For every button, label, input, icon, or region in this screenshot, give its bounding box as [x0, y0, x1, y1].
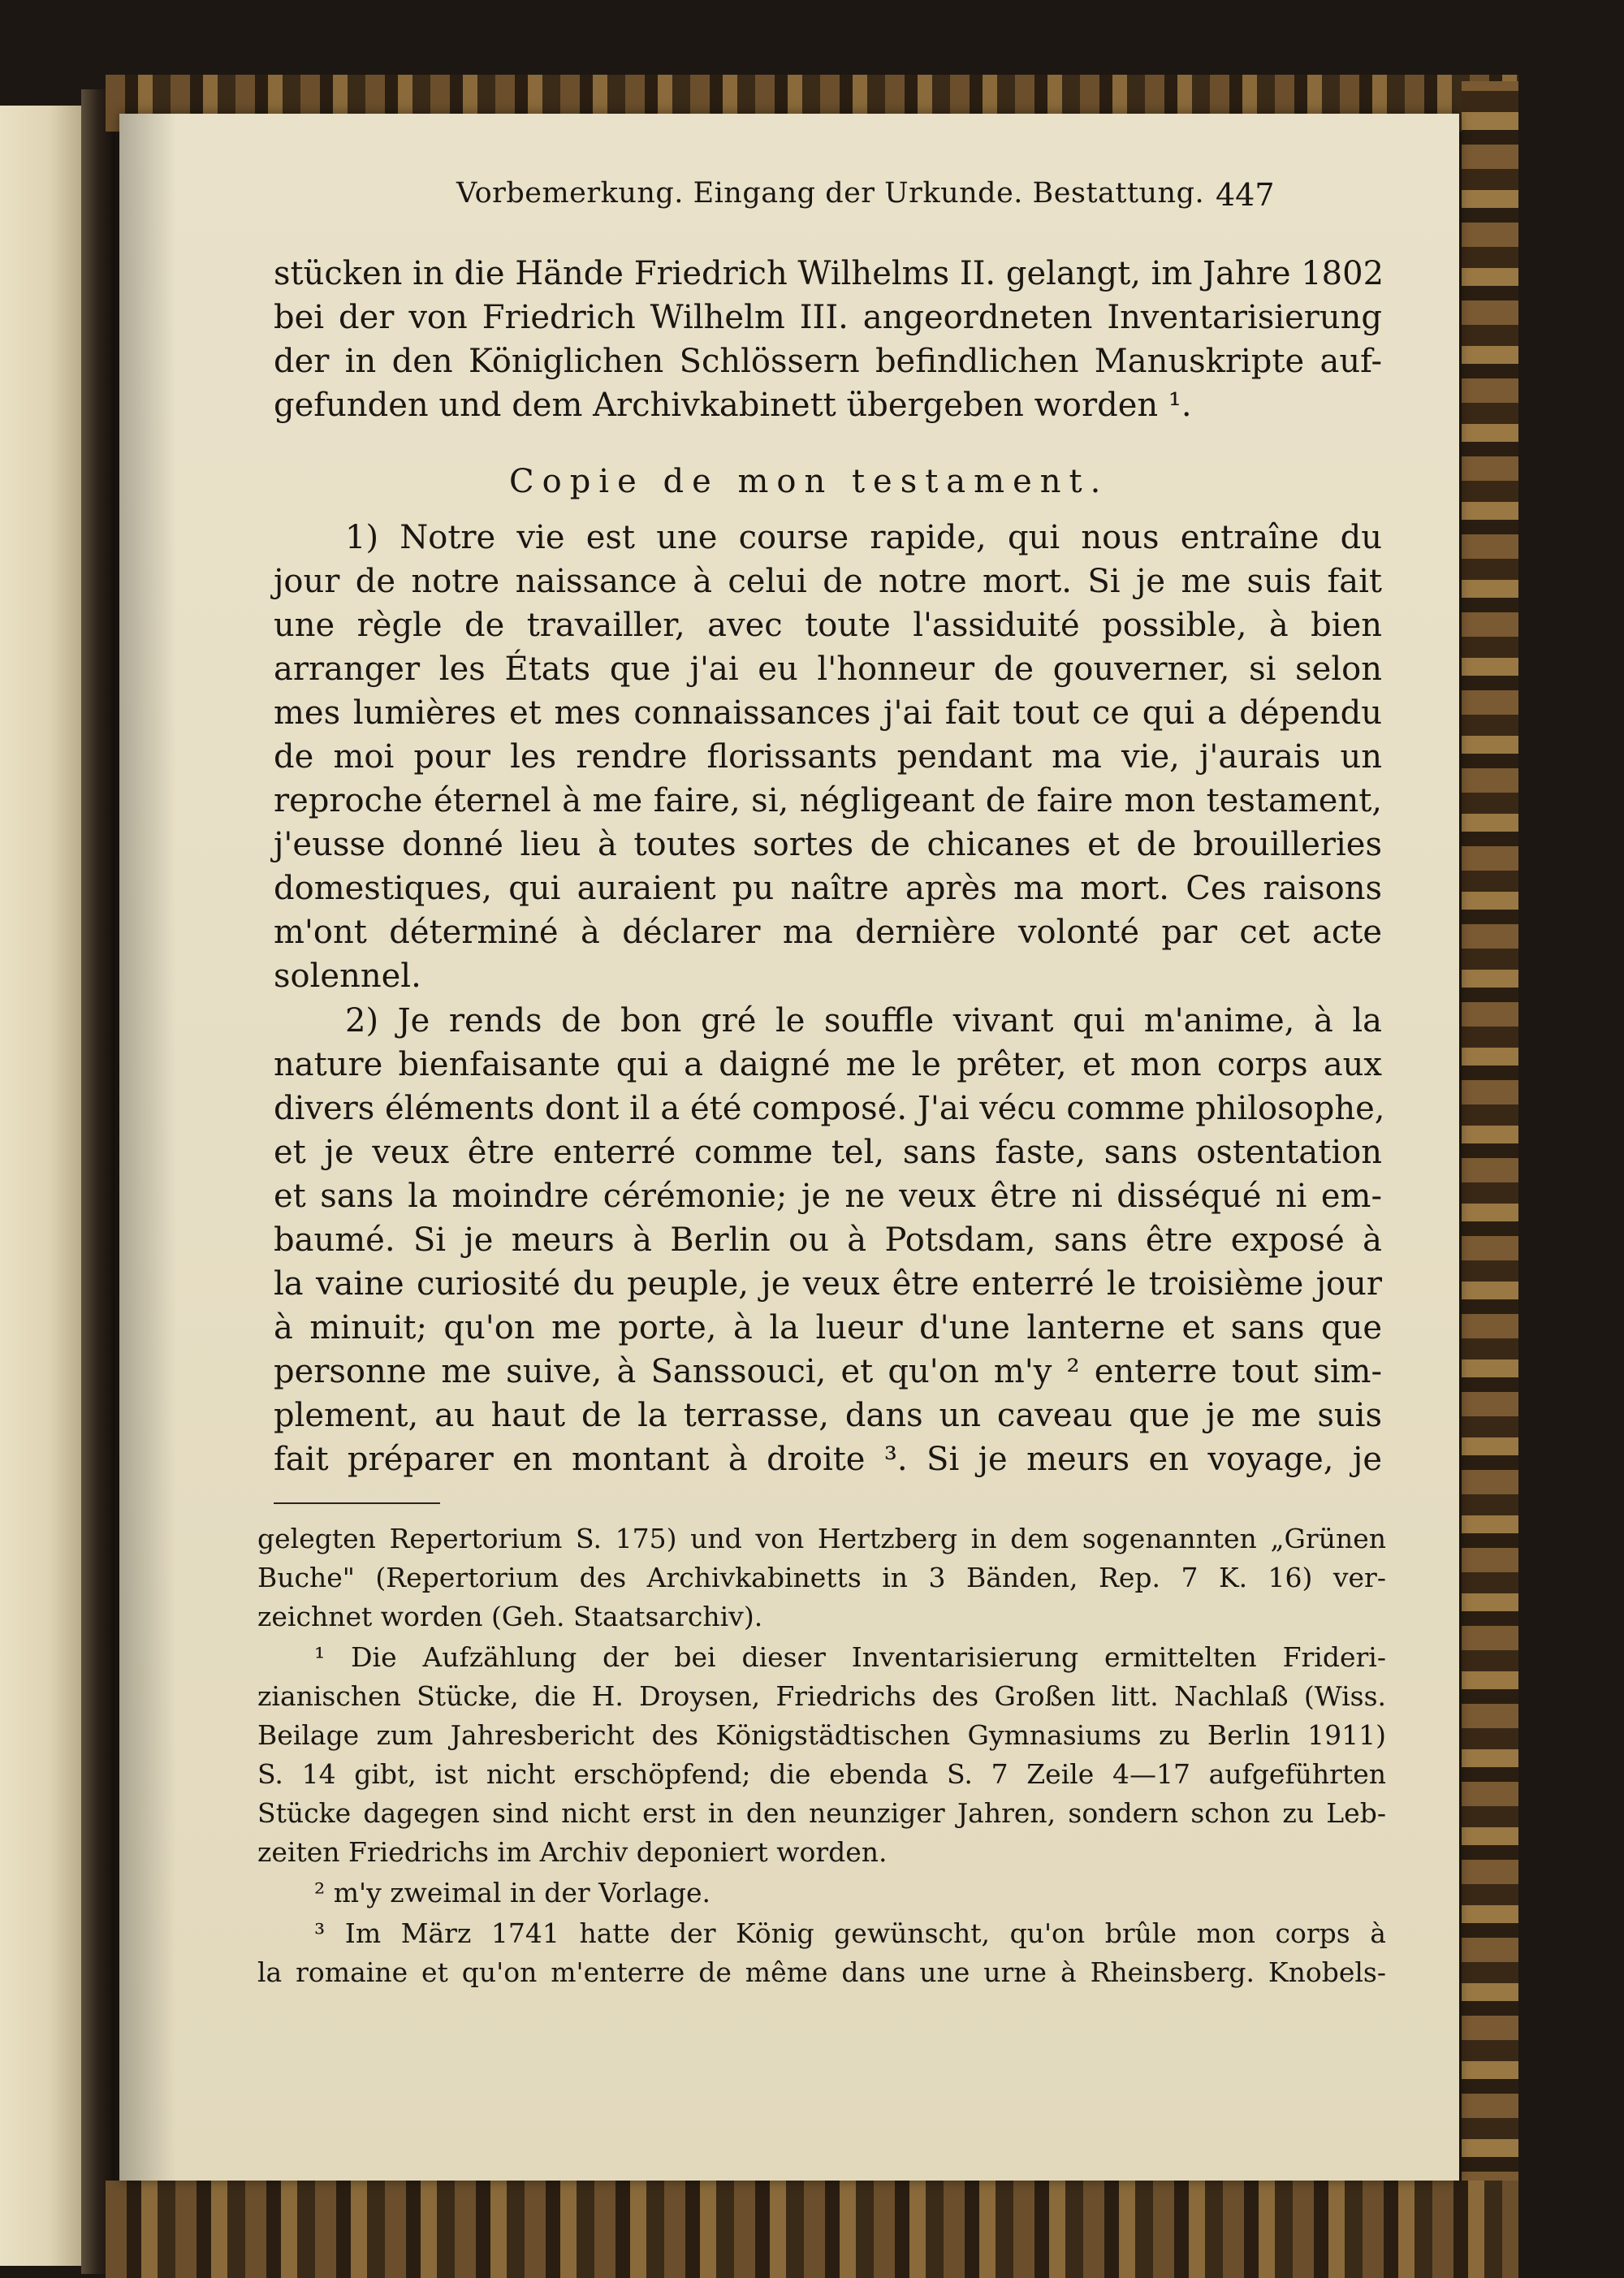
facing-page-edge: [0, 106, 81, 2266]
footnote-1-line: zianischen Stücke, die H. Droysen, Friedrichs des Großen litt. Nachlaß (Wiss.: [257, 1680, 1386, 1712]
marbled-cover-right: [1462, 81, 1518, 2274]
paragraph-1-line: de moi pour les rendre florissants pendant ma vie, j'aurais un: [274, 738, 1382, 776]
paragraph-2-line: à minuit; qu'on me porte, à la lueur d'une lanterne et sans que: [274, 1309, 1382, 1346]
page-number: 447: [1216, 177, 1275, 213]
paragraph-1-line: jour de notre naissance à celui de notre mort. Si je me suis fait: [274, 563, 1382, 600]
footnote-1-line: Stücke dagegen sind nicht erst in den neunziger Jahren, sondern schon zu Leb-: [257, 1797, 1386, 1829]
paragraph-2-line: personne me suive, à Sanssouci, et qu'on m'y ² enterre tout sim-: [274, 1353, 1382, 1390]
footnote-line: Buche" (Repertorium des Archivkabinetts in 3 Bänden, Rep. 7 K. 16) ver-: [257, 1562, 1386, 1593]
marbled-cover-bottom: [106, 2181, 1518, 2278]
paragraph-2-line: divers éléments dont il a été composé. J'ai vécu comme philosophe,: [274, 1090, 1385, 1127]
footnote-line: zeichnet worden (Geh. Staatsarchiv).: [257, 1601, 763, 1632]
paragraph-1-line: reproche éternel à me faire, si, négligeant de faire mon testament,: [274, 782, 1382, 819]
paragraph-1-line: j'eusse donné lieu à toutes sortes de chicanes et de brouilleries: [274, 826, 1382, 863]
footnote-3-line: la romaine et qu'on m'enterre de même dans une urne à Rheinsberg. Knobels-: [257, 1956, 1386, 1988]
paragraph-1-line: mes lumières et mes connaissances j'ai fait tout ce qui a dépendu: [274, 694, 1382, 732]
footnote-1-line: Beilage zum Jahresbericht des Königstädtischen Gymnasiums zu Berlin 1911): [257, 1719, 1386, 1751]
intro-line: bei der von Friedrich Wilhelm III. angeordneten Inventarisierung: [274, 299, 1382, 336]
paragraph-1-line: arranger les États que j'ai eu l'honneur de gouverner, si selon: [274, 651, 1382, 688]
paragraph-1-line: m'ont déterminé à déclarer ma dernière volonté par cet acte: [274, 914, 1382, 951]
footnote-1-line: zeiten Friedrichs im Archiv deponiert worden.: [257, 1836, 888, 1868]
footnote-divider: [274, 1502, 440, 1504]
paragraph-2-line: baumé. Si je meurs à Berlin ou à Potsdam, sans être exposé à: [274, 1221, 1382, 1259]
intro-line: stücken in die Hände Friedrich Wilhelms II. gelangt, im Jahre 1802: [274, 255, 1384, 292]
book-page: [119, 114, 1459, 2181]
paragraph-2-line: la vaine curiosité du peuple, je veux être enterré le troisième jour: [274, 1265, 1382, 1303]
footnote-2-line: ² m'y zweimal in der Vorlage.: [314, 1877, 710, 1908]
book-gutter: [81, 89, 115, 2274]
paragraph-2-line: et sans la moindre cérémonie; je ne veux être ni disséqué ni em-: [274, 1178, 1382, 1215]
paragraph-2-line: 2) Je rends de bon gré le souffle vivant qui m'anime, à la: [345, 1002, 1382, 1040]
paragraph-2-line: fait préparer en montant à droite ³. Si je meurs en voyage, je: [274, 1441, 1382, 1478]
paragraph-2-line: et je veux être enterré comme tel, sans faste, sans ostentation: [274, 1134, 1382, 1171]
paragraph-1-line: solennel.: [274, 957, 421, 995]
paragraph-1-line: 1) Notre vie est une course rapide, qui nous entraîne du: [345, 519, 1382, 556]
paragraph-1-line: domestiques, qui auraient pu naître après ma mort. Ces raisons: [274, 870, 1382, 907]
paragraph-1-line: une règle de travailler, avec toute l'assiduité possible, à bien: [274, 607, 1382, 644]
intro-line: der in den Königlichen Schlössern befindlichen Manuskripte auf-: [274, 343, 1382, 380]
footnote-1-line: ¹ Die Aufzählung der bei dieser Inventarisierung ermittelten Frideri-: [314, 1641, 1386, 1673]
section-title: Copie de mon testament.: [509, 463, 1109, 500]
paragraph-2-line: plement, au haut de la terrasse, dans un caveau que je me suis: [274, 1397, 1382, 1434]
footnote-3-line: ³ Im März 1741 hatte der König gewünscht, qu'on brûle mon corps à: [314, 1917, 1386, 1949]
intro-line: gefunden und dem Archivkabinett übergeben worden ¹.: [274, 387, 1192, 424]
paragraph-2-line: nature bienfaisante qui a daigné me le prêter, et mon corps aux: [274, 1046, 1382, 1083]
footnote-1-line: S. 14 gibt, ist nicht erschöpfend; die ebenda S. 7 Zeile 4—17 aufgeführten: [257, 1758, 1386, 1790]
footnote-line: gelegten Repertorium S. 175) und von Hertzberg in dem sogenannten „Grünen: [257, 1523, 1386, 1554]
running-head: Vorbemerkung. Eingang der Urkunde. Bestattung.: [456, 177, 1205, 210]
